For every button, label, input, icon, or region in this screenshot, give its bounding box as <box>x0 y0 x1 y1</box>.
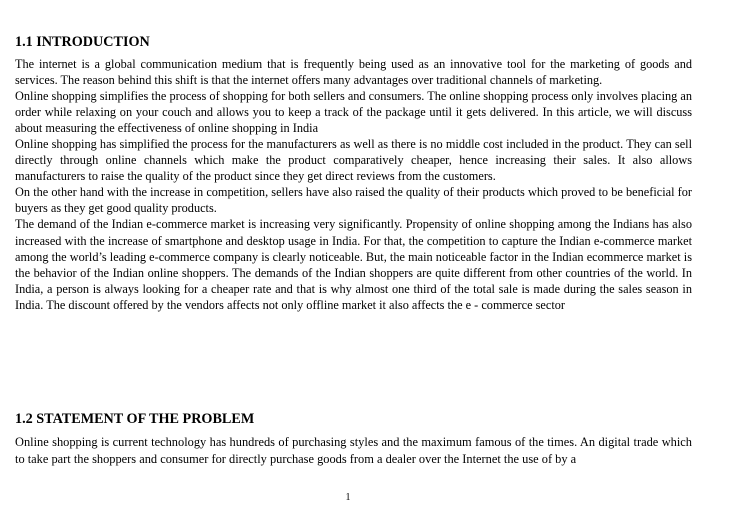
paragraph: Online shopping simplifies the process of shopping for both sellers and consumers. The online shopping process only involves placing an order while relaxing on your couch and allows you to keep a track of the package until it gets delivered. In this article, we will discuss about measuring the effectiveness of online shopping in India <box>15 89 692 136</box>
section-heading-introduction: 1.1 INTRODUCTION <box>15 34 150 50</box>
section-heading-statement-of-problem: 1.2 STATEMENT OF THE PROBLEM <box>15 411 255 427</box>
paragraph: On the other hand with the increase in competition, sellers have also raised the quality of their products which proved to be beneficial for buyers as they get good quality products. <box>15 185 692 216</box>
paragraph: Online shopping has simplified the process for the manufacturers as well as there is no middle cost included in the product. They can sell directly through online channels which make the product comparatively cheaper, hence increasing their sales. It also allows manufacturers to raise the quality of the product since they get direct reviews from the customers. <box>15 137 692 184</box>
paragraph: The demand of the Indian e-commerce market is increasing very significantly. Propensity of online shopping among the Indians has also increased with the increase of smartphone and desktop usage in India. For that, the competition to capture the Indian e-commerce market among the world’s leading e-commerce company is clearly noticeable. But, the main noticeable factor in the Indian ecommerce market is the behavior of the Indian online shoppers. The demands of the Indian shoppers are quite different from other countries of the world. In India, a person is always looking for a cheaper rate and that is why almost one third of the total sale is made during the sales season in India. The discount offered by the vendors affects not only offline market it also affects the e - commerce sector <box>15 217 692 312</box>
page-number: 1 <box>345 492 351 503</box>
section-body-introduction <box>15 56 692 313</box>
section-body-statement-of-problem <box>15 434 692 467</box>
paragraph: Online shopping is current technology has hundreds of purchasing styles and the maximum famous of the times. An digital trade which to take part the shoppers and consumer for directly purchase goods from a dealer over the Internet the use of by a <box>15 435 692 466</box>
paragraph: The internet is a global communication medium that is frequently being used as an innovative tool for the marketing of goods and services. The reason behind this shift is that the internet offers many advantages over traditional channels of marketing. <box>15 57 692 88</box>
